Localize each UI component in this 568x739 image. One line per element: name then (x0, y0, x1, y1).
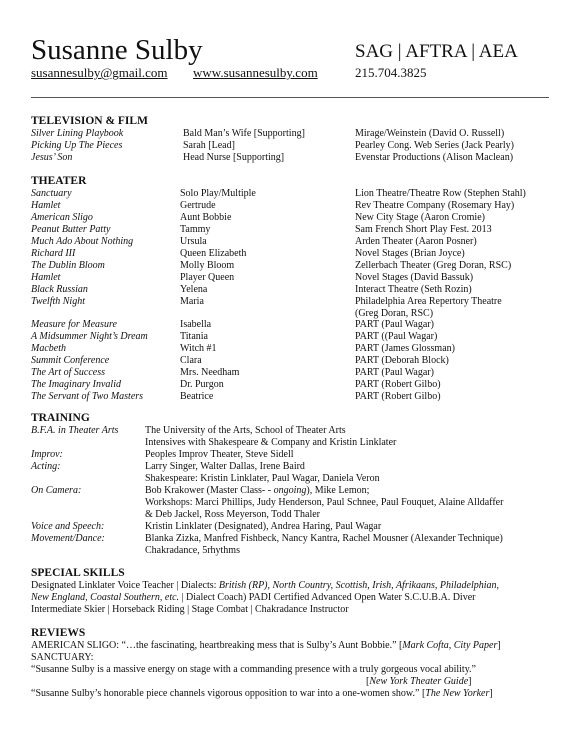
credit-company: New City Stage (Aaron Cromie) (355, 212, 485, 223)
credit-row (0, 212, 568, 224)
phone-number: 215.704.3825 (355, 65, 427, 80)
credit-title: Hamlet (31, 272, 61, 283)
email-link[interactable]: susannesulby@gmail.com (31, 65, 168, 80)
training-value: Larry Singer, Walter Dallas, Irene Baird (145, 461, 305, 472)
credit-title: Sanctuary (31, 188, 72, 199)
credit-role: Maria (180, 296, 204, 307)
credit-title: The Dublin Bloom (31, 260, 105, 271)
training-row (0, 485, 568, 497)
union-affiliations: SAG | AFTRA | AEA (355, 41, 518, 62)
credit-role: Clara (180, 355, 202, 366)
credit-row (0, 260, 568, 272)
training-label: Movement/Dance: (31, 533, 105, 544)
credit-company: Interact Theatre (Seth Rozin) (355, 284, 472, 295)
credit-role: Mrs. Needham (180, 367, 240, 378)
credit-company: Zellerbach Theater (Greg Doran, RSC) (355, 260, 512, 271)
credit-role: Bald Man’s Wife [Supporting] (183, 128, 305, 139)
review-source: New York Theater Guide (369, 676, 469, 687)
training-value: Peoples Improv Theater, Steve Sidell (145, 449, 294, 460)
training-row (0, 521, 568, 533)
training-row (0, 497, 568, 509)
credit-row (0, 343, 568, 355)
header-divider (31, 97, 549, 98)
credit-company: PART (James Glossman) (355, 343, 455, 354)
website-link[interactable]: www.susannesulby.com (193, 65, 318, 80)
credit-role: Ursula (180, 236, 207, 247)
credit-title: Jesus’ Son (31, 152, 73, 163)
review-bracket: ] (497, 640, 501, 651)
training-value: Shakespeare: Kristin Linklater, Paul Wagar, Daniela Veron (145, 473, 380, 484)
credit-company: PART ((Paul Wagar) (355, 331, 438, 342)
reviews-heading: REVIEWS (31, 627, 86, 639)
skills-text: Designated Linklater Voice Teacher | Dialects: (31, 580, 219, 591)
credit-company: PART (Paul Wagar) (355, 319, 434, 330)
credit-company: PART (Deborah Block) (355, 355, 449, 366)
credit-company: PART (Paul Wagar) (355, 367, 434, 378)
credit-role: Titania (180, 331, 208, 342)
credit-title: The Art of Success (31, 367, 105, 378)
review-line: SANCTUARY: (31, 652, 94, 663)
training-value-part: Bob Krakower (Master Class- - (145, 485, 274, 496)
credit-row (0, 272, 568, 284)
credit-title: American Sligo (31, 212, 93, 223)
credit-row (0, 236, 568, 248)
credit-row (0, 296, 568, 308)
credit-company: Rev Theatre Company (Rosemary Hay) (355, 200, 515, 211)
credit-company: Evenstar Productions (Alison Maclean) (355, 152, 514, 163)
training-value: Blanka Zizka, Manfred Fishbeck, Nancy Kantra, Rachel Mousner (Alexander Technique) (145, 533, 503, 544)
training-row (0, 545, 568, 557)
credit-company: Philadelphia Area Repertory Theatre (355, 296, 502, 307)
credit-row (0, 152, 568, 164)
credit-title: Black Russian (31, 284, 88, 295)
credit-role: Beatrice (180, 391, 214, 402)
credit-row (0, 355, 568, 367)
credit-company: PART (Robert Gilbo) (355, 391, 441, 402)
training-row (0, 437, 568, 449)
credit-role: Queen Elizabeth (180, 248, 247, 259)
training-label: Improv: (31, 449, 63, 460)
skills-line (31, 592, 551, 604)
credit-role: Solo Play/Multiple (180, 188, 256, 199)
training-row (0, 509, 568, 521)
training-label: Voice and Speech: (31, 521, 105, 532)
skills-line: Intermediate Skier | Horseback Riding | Stage Combat | Chakradance Instructor (31, 604, 349, 615)
review-line (31, 640, 551, 652)
credit-role: Head Nurse [Supporting] (183, 152, 285, 163)
review-bracket: ] (468, 676, 472, 687)
training-row (0, 449, 568, 461)
credit-title: Peanut Butter Patty (31, 224, 111, 235)
theater-heading: THEATER (31, 175, 87, 187)
credit-role: Aunt Bobbie (180, 212, 232, 223)
training-value-emphasis: ongoing (273, 485, 307, 496)
credit-company: Sam French Short Play Fest. 2013 (355, 224, 492, 235)
credit-row (0, 200, 568, 212)
credit-company: (Greg Doran, RSC) (355, 308, 434, 319)
review-line (31, 688, 551, 700)
training-row (0, 461, 568, 473)
training-label: B.F.A. in Theater Arts (31, 425, 119, 436)
credit-role: Witch #1 (180, 343, 217, 354)
credit-role: Isabella (180, 319, 212, 330)
training-row (0, 533, 568, 545)
dialects-list: New England, Coastal Southern, etc. (31, 592, 180, 603)
credit-row (0, 284, 568, 296)
credit-role: Dr. Purgon (180, 379, 224, 390)
credit-row (0, 128, 568, 140)
training-heading: TRAINING (31, 412, 90, 424)
credit-title: Macbeth (31, 343, 66, 354)
credit-row (0, 379, 568, 391)
credit-row (0, 331, 568, 343)
skills-line (31, 580, 551, 592)
credit-title: Hamlet (31, 200, 61, 211)
training-value (145, 485, 369, 497)
credit-title: Summit Conference (31, 355, 110, 366)
reviews-text (31, 640, 551, 700)
credit-company: Novel Stages (Brian Joyce) (355, 248, 465, 259)
training-value: Chakradance, 5rhythms (145, 545, 240, 556)
credit-title: Twelfth Night (31, 296, 85, 307)
credit-row (0, 367, 568, 379)
training-value: Kristin Linklater (Designated), Andrea Haring, Paul Wagar (145, 521, 382, 532)
review-source: Mark Cofta, City Paper (402, 640, 498, 651)
credit-company: PART (Robert Gilbo) (355, 379, 441, 390)
credit-role: Gertrude (180, 200, 216, 211)
credit-company: Novel Stages (David Bassuk) (355, 272, 474, 283)
training-value: Intensives with Shakespeare & Company and Kristin Linklater (145, 437, 397, 448)
dialects-list: British (RP), North Country, Scottish, Irish, Afrikaans, Philadelphian, (218, 580, 499, 591)
credit-title: Richard III (31, 248, 76, 259)
credit-role: Sarah [Lead] (183, 140, 235, 151)
special-skills-heading: SPECIAL SKILLS (31, 567, 125, 579)
credit-title: The Imaginary Invalid (31, 379, 121, 390)
credit-row (0, 224, 568, 236)
training-value: & Deb Jackel, Ross Meyerson, Todd Thaler (145, 509, 321, 520)
credit-company: Arden Theater (Aaron Posner) (355, 236, 477, 247)
training-label: On Camera: (31, 485, 82, 496)
credit-row (0, 248, 568, 260)
credit-company: Mirage/Weinstein (David O. Russell) (355, 128, 505, 139)
credit-row (0, 140, 568, 152)
review-line (31, 676, 551, 688)
credit-company: Pearley Cong. Web Series (Jack Pearly) (355, 140, 514, 151)
skills-text: | Dialect Coach) PADI Certified Advanced Open Water S.C.U.B.A. Diver (179, 592, 476, 603)
review-source: The New Yorker (425, 688, 490, 699)
review-bracket: ] (489, 688, 493, 699)
credit-title: Much Ado About Nothing (31, 236, 134, 247)
credit-title: Measure for Measure (31, 319, 117, 330)
credit-title: The Servant of Two Masters (31, 391, 144, 402)
review-quote: AMERICAN SLIGO: “…the fascinating, heartbreaking mess that is Sulby’s Aunt Bobbie.” [ (31, 640, 403, 651)
actor-name: Susanne Sulby (31, 34, 203, 66)
credit-role: Tammy (180, 224, 211, 235)
credit-company: Lion Theatre/Theatre Row (Stephen Stahl) (355, 188, 526, 199)
credit-title: Picking Up The Pieces (31, 140, 123, 151)
training-value: Workshops: Marci Phillips, Judy Henderson, Paul Schnee, Paul Fouquet, Alaine Alldaffer (145, 497, 504, 508)
review-quote: “Susanne Sulby’s honorable piece channels vigorous opposition to war into a one-women show.” [ (31, 688, 426, 699)
credit-row (0, 391, 568, 403)
review-bracket: [ (366, 676, 370, 687)
review-line: “Susanne Sulby is a massive energy on stage with a commanding presence with a truly gorgeous vocal ability.” (31, 664, 476, 675)
credit-title: A Midsummer Night’s Dream (31, 331, 148, 342)
training-value-part: ), Mike Lemon; (306, 485, 370, 496)
credit-row (0, 319, 568, 331)
credit-title: Silver Lining Playbook (31, 128, 124, 139)
training-row (0, 425, 568, 437)
credit-role: Yelena (180, 284, 208, 295)
credit-role: Molly Bloom (180, 260, 235, 271)
special-skills-text (31, 580, 551, 616)
training-row (0, 473, 568, 485)
tv-film-heading: TELEVISION & FILM (31, 115, 148, 127)
credit-row (0, 188, 568, 200)
training-label: Acting: (31, 461, 61, 472)
credit-role: Player Queen (180, 272, 235, 283)
training-value: The University of the Arts, School of Theater Arts (145, 425, 346, 436)
